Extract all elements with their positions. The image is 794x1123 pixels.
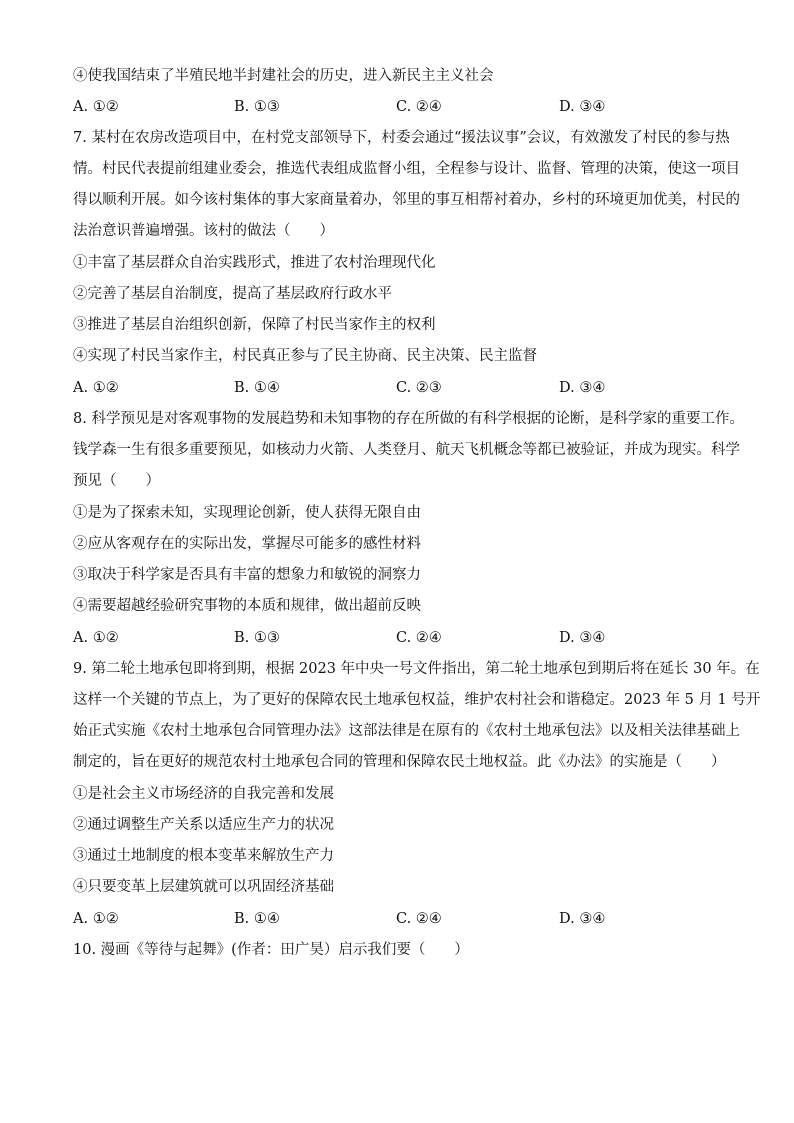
q8-option-b: B. ①③ [234, 630, 280, 646]
q9-stem-line-2: 这样一个关键的节点上，为了更好的保障农民土地承包权益，维护农村社会和谐稳定。2023 年 5 月 1 号开 [73, 692, 761, 708]
q8-stem-line-2: 钱学森一生有很多重要预见，如核动力火箭、人类登月、航天飞机概念等都已被验证，并成为现实。科学 [73, 442, 740, 458]
q9-option-d: D. ③④ [559, 911, 606, 927]
q7-option-c: C. ②③ [396, 380, 442, 396]
q6-statement-4: ④使我国结束了半殖民地半封建社会的历史，进入新民主主义社会 [73, 68, 494, 84]
q8-statement-3: ③取决于科学家是否具有丰富的想象力和敏锐的洞察力 [73, 567, 421, 583]
q6-option-b: B. ①③ [234, 99, 280, 115]
q7-stem-line-2: 情。村民代表提前组建业委会，推选代表组成监督小组，全程参与设计、监督、管理的决策，使这一项目 [73, 161, 740, 177]
q7-stem-line-4: 法治意识普遍增强。该村的做法（ ） [73, 223, 334, 239]
q8-option-c: C. ②④ [396, 630, 442, 646]
q10-stem-line-1: 10. 漫画《等待与起舞》(作者：田广昊）启示我们要（ ） [73, 942, 469, 958]
q8-statement-4: ④需要超越经验研究事物的本质和规律，做出超前反映 [73, 598, 421, 614]
q6-options [73, 97, 733, 117]
q9-statement-1: ①是社会主义市场经济的自我完善和发展 [73, 786, 334, 802]
q7-options [73, 378, 733, 398]
q8-option-a: A. ①② [73, 630, 119, 646]
q9-stem-line-3: 始正式实施《农村土地承包合同管理办法》这部法律是在原有的《农村土地承包法》以及相关法律基础上 [73, 723, 740, 739]
q7-stem-line-1: 7. 某村在农房改造项目中，在村党支部领导下，村委会通过“援法议事”会议，有效激发了村民的参与热 [73, 130, 730, 146]
q9-option-c: C. ②④ [396, 911, 442, 927]
q7-option-a: A. ①② [73, 380, 119, 396]
q7-statement-4: ④实现了村民当家作主，村民真正参与了民主协商、民主决策、民主监督 [73, 348, 537, 364]
q9-options [73, 909, 733, 929]
q7-stem-line-3: 得以顺利开展。如今该村集体的事大家商量着办，邻里的事互相帮衬着办，乡村的环境更加优美，村民的 [73, 192, 740, 208]
q8-options [73, 628, 733, 648]
q7-statement-2: ②完善了基层自治制度，提高了基层政府行政水平 [73, 286, 392, 302]
q9-option-a: A. ①② [73, 911, 119, 927]
q6-option-d: D. ③④ [559, 99, 606, 115]
q9-stem-line-1: 9. 第二轮土地承包即将到期，根据 2023 年中央一号文件指出，第二轮土地承包到期后将在延长 30 年。在 [73, 661, 760, 677]
q7-option-d: D. ③④ [559, 380, 606, 396]
q7-option-b: B. ①④ [234, 380, 280, 396]
q6-option-c: C. ②④ [396, 99, 442, 115]
q8-option-d: D. ③④ [559, 630, 606, 646]
q9-statement-3: ③通过土地制度的根本变革来解放生产力 [73, 848, 334, 864]
q9-statement-4: ④只要变革上层建筑就可以巩固经济基础 [73, 879, 334, 895]
q8-statement-2: ②应从客观存在的实际出发，掌握尽可能多的感性材料 [73, 536, 421, 552]
q9-option-b: B. ①④ [234, 911, 280, 927]
q8-statement-1: ①是为了探索未知，实现理论创新，使人获得无限自由 [73, 505, 421, 521]
q8-stem-line-3: 预见（ ） [73, 473, 160, 489]
q7-statement-3: ③推进了基层自治组织创新，保障了村民当家作主的权利 [73, 317, 436, 333]
q8-stem-line-1: 8. 科学预见是对客观事物的发展趋势和未知事物的存在所做的有科学根据的论断，是科学家的重要工作。 [73, 411, 744, 427]
q9-stem-line-4: 制定的，旨在更好的规范农村土地承包合同的管理和保障农民土地权益。此《办法》的实施是（ ） [73, 754, 726, 770]
q6-option-a: A. ①② [73, 99, 119, 115]
q7-statement-1: ①丰富了基层群众自治实践形式，推进了农村治理现代化 [73, 255, 436, 271]
q9-statement-2: ②通过调整生产关系以适应生产力的状况 [73, 817, 334, 833]
